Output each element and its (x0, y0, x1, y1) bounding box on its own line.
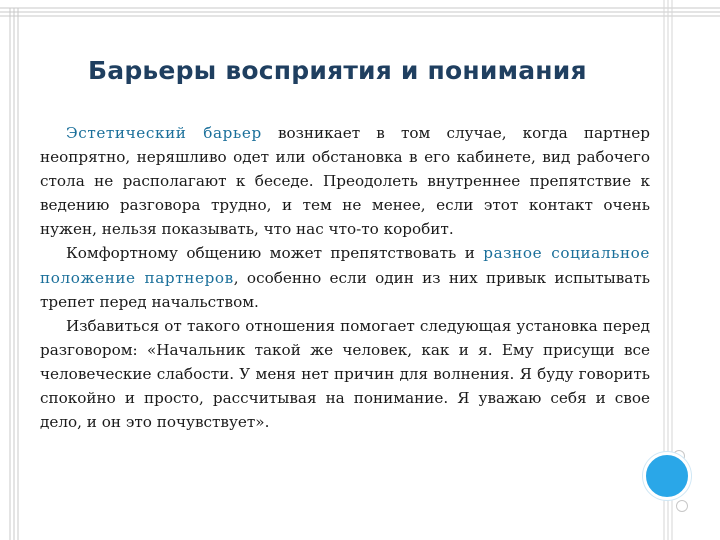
decorative-dot (676, 500, 688, 512)
paragraph-aesthetic-barrier (40, 121, 650, 241)
paragraph-social-position (40, 241, 650, 313)
paragraph-attitude: Избавиться от такого отношения помогает следующая установка перед разговором: «Начальник такой же человек, как и я. Ему присущи все человеческие слабости. У меня нет причин для волнения. Я буду говорить спокойно и просто, рассчитывая на понимание. Я уважаю себя и свое дело, и он это почувствует». (40, 316, 650, 432)
paragraph-text: Комфортному общению может препятствовать и (66, 244, 484, 263)
slide-body (40, 121, 650, 434)
paragraph-text: возникает в том случае, когда партнер неопрятно, неряшливо одет или обстановка в его кабинете, вид рабочего стола не располагают к беседе. Преодолеть внутреннее препятствие к ведению разговора трудно, и тем не менее, если этот контакт очень нужен, нельзя показывать, что нас что-то коробит. (40, 124, 650, 239)
highlight-term: Эстетический барьер (66, 124, 262, 142)
accent-circle (643, 452, 691, 500)
highlight-term: разное социальное положение партнеров (40, 244, 650, 287)
slide-title: Барьеры восприятия и понимания (88, 56, 587, 85)
paragraph-text: , особенно если один из них привык испытывать трепет перед начальством. (40, 268, 651, 311)
